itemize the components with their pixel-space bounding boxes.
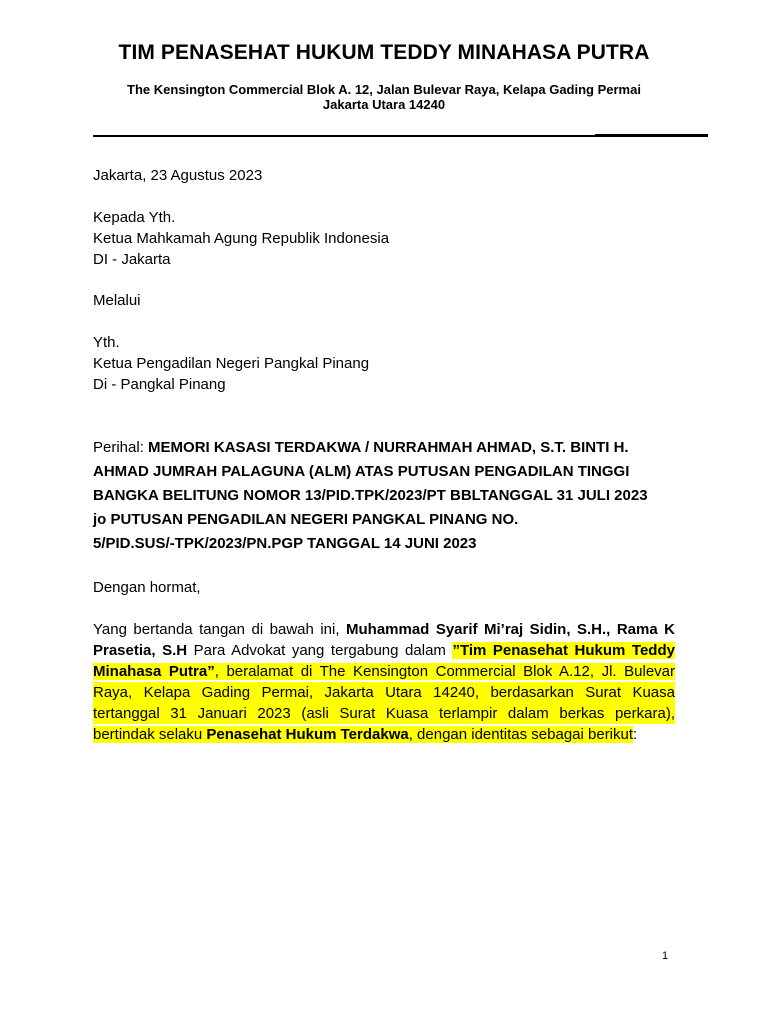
body-highlight: bertindak selaku <box>93 726 207 743</box>
address-line-1: The Kensington Commercial Blok A. 12, Jalan Bulevar Raya, Kelapa Gading Permai <box>127 82 641 97</box>
body-line-4: Raya, Kelapa Gading Permai, Jakarta Utara 14240, berdasarkan Surat Kuasa <box>93 684 675 701</box>
body-line-2 <box>93 640 675 661</box>
body-highlight: , dengan identitas sebagai berikut <box>408 726 634 743</box>
recipient-line-2: Ketua Mahkamah Agung Republik Indonesia <box>93 230 390 247</box>
body-line-3 <box>93 661 675 682</box>
letter-date <box>93 165 675 186</box>
via-recipient-line-2: Ketua Pengadilan Negeri Pangkal Pinang <box>93 355 370 372</box>
team-name-highlight: ”Tim Penasehat Hukum Teddy <box>452 642 675 659</box>
salutation-text: Dengan hormat, <box>93 579 201 596</box>
body-text: Yang bertanda tangan di bawah ini, <box>93 621 346 638</box>
advocate-name-end: Prasetia, S.H <box>93 642 188 659</box>
colon: : <box>633 726 638 743</box>
letterhead-address <box>90 82 678 112</box>
letterhead-divider-accent <box>595 134 708 137</box>
date-text: Jakarta, 23 Agustus 2023 <box>93 167 263 184</box>
body-line-1 <box>93 619 675 640</box>
subject-line-2: AHMAD JUMRAH PALAGUNA (ALM) ATAS PUTUSAN PENGADILAN TINGGI <box>93 463 630 480</box>
subject-block <box>93 436 675 556</box>
subject-line-1: MEMORI KASASI TERDAKWA / NURRAHMAH AHMAD, S.T. BINTI H. <box>148 439 629 456</box>
team-name-highlight: Minahasa Putra” <box>93 663 215 680</box>
advocate-names: Muhammad Syarif Mi’raj Sidin, S.H., Rama K <box>346 621 675 638</box>
subject-line-3: BANGKA BELITUNG NOMOR 13/PID.TPK/2023/PT BBLTANGGAL 31 JULI 2023 <box>93 487 648 504</box>
via-text: Melalui <box>93 292 141 309</box>
body-text: Para Advokat yang tergabung dalam <box>187 642 453 659</box>
address-line-2: Jakarta Utara 14240 <box>322 97 446 112</box>
body-line-6 <box>93 724 675 745</box>
address-highlight: , beralamat di The Kensington Commercial Blok A.12, Jl. Bulevar <box>214 663 676 680</box>
recipient-block <box>93 207 675 270</box>
recipient-line-3: DI - Jakarta <box>93 251 171 268</box>
recipient-line-1: Kepada Yth. <box>93 209 176 226</box>
subject-line-4: jo PUTUSAN PENGADILAN NEGERI PANGKAL PINANG NO. <box>93 511 519 528</box>
via-recipient-line-3: Di - Pangkal Pinang <box>93 376 226 393</box>
body-line-5: tertanggal 31 Januari 2023 (asli Surat Kuasa terlampir dalam berkas perkara), <box>93 705 675 722</box>
page-number: 1 <box>662 950 669 962</box>
subject-label: Perihal: <box>93 439 149 456</box>
via-label <box>93 290 675 311</box>
body-paragraph <box>93 619 675 745</box>
via-recipient-line-1: Yth. <box>93 334 120 351</box>
via-recipient-block <box>93 332 675 395</box>
salutation <box>93 577 675 598</box>
subject-line-5: 5/PID.SUS/-TPK/2023/PN.PGP TANGGAL 14 JUNI 2023 <box>93 535 477 552</box>
letterhead-title: TIM PENASEHAT HUKUM TEDDY MINAHASA PUTRA <box>118 41 650 64</box>
role-highlight: Penasehat Hukum Terdakwa <box>206 726 409 743</box>
